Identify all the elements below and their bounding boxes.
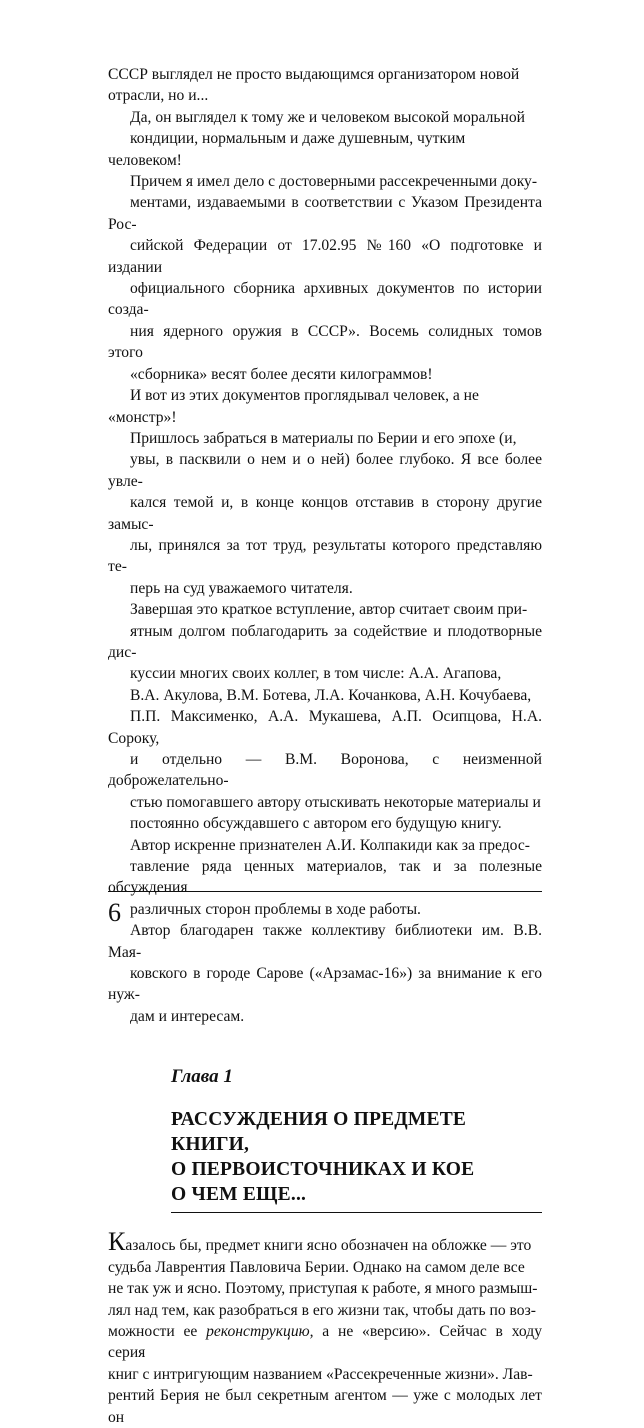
paragraph xyxy=(108,835,542,921)
text-line: книг с интригующим названием «Рассекреченные жизни». Лав- xyxy=(108,1365,533,1383)
text-fragment: можности ее xyxy=(108,1322,207,1340)
intro-text xyxy=(108,64,542,1027)
chapter-title xyxy=(171,1107,542,1207)
chapter-title-line: О ЧЕМ ЕЩЕ... xyxy=(171,1184,307,1206)
chapter-title-line: РАССУЖДЕНИЯ О ПРЕДМЕТЕ КНИГИ, xyxy=(171,1109,467,1156)
text-line: СССР выглядел не просто выдающимся организатором новой xyxy=(108,66,520,83)
text-line: Причем я имел дело с достоверными рассекреченными доку- xyxy=(130,173,538,191)
text-line: ментами, издаваемыми в соответствии с Указом Президента Рос- xyxy=(108,194,542,233)
text-line: тавление ряда ценных материалов, так и за полезные обсуждения xyxy=(108,858,542,897)
paragraph xyxy=(108,599,542,834)
text-line: В.А. Акулова, В.М. Ботева, Л.А. Кочанкова, А.Н. Кочубаева, xyxy=(130,686,532,704)
text-line: официального сборника архивных документов по истории созда- xyxy=(108,280,542,319)
text-line: кался темой и, в конце концов отставив в сторону другие замыс- xyxy=(108,494,542,533)
text-line: рентий Берия не был секретным агентом — уже с молодых лет он xyxy=(108,1387,542,1426)
chapter-label: Глава 1 xyxy=(171,1066,233,1088)
text-line: судьба Лаврентия Павловича Берии. Однако на самом деле все xyxy=(108,1258,525,1276)
paragraph xyxy=(108,107,542,171)
text-line: перь на суд уважаемого читателя. xyxy=(130,579,353,597)
page-body xyxy=(108,64,542,1428)
paragraph xyxy=(108,64,542,107)
chapter-title-line: О ПЕРВОИСТОЧНИКАХ И КОЕ xyxy=(171,1159,475,1181)
text-line: и отдельно — В.М. Воронова, с неизменной доброжелательно- xyxy=(108,751,542,790)
paragraph xyxy=(108,920,542,1027)
text-line: кондиции, нормальным и даже душевным, чутким человеком! xyxy=(108,130,466,169)
text-line: сийской Федерации от 17.02.95 №160 «О подготовке и издании xyxy=(108,237,542,276)
text-line: лял над тем, как разобраться в его жизни так, чтобы дать по воз- xyxy=(108,1301,536,1319)
text-line xyxy=(108,1321,542,1364)
text-line: ковского в городе Сарове («Арзамас-16») за внимание к его нуж- xyxy=(108,965,542,1004)
text-line: отрасли, но и... xyxy=(108,87,209,105)
footer-rule xyxy=(108,891,542,892)
text-line: Автор искренне признателен А.И. Колпакиди как за предос- xyxy=(130,836,530,854)
chapter-title-rule xyxy=(171,1212,542,1213)
text-line: И вот из этих документов проглядывал человек, а не «монстр»! xyxy=(108,387,479,426)
chapter-opening-paragraph xyxy=(108,1227,542,1428)
text-line: ния ядерного оружия в СССР». Восемь солидных томов этого xyxy=(108,322,542,362)
text-line: ятным долгом поблагодарить за содействие и плодотворные дис- xyxy=(108,622,542,661)
text-line: не так уж и ясно. Поэтому, приступая к работе, я много размыш- xyxy=(108,1280,538,1298)
page-number: 6 xyxy=(108,898,121,927)
italic-emphasis: реконструкцию, xyxy=(206,1322,314,1340)
text-line: Завершая это краткое вступление, автор считает своим при- xyxy=(130,601,528,619)
paragraph xyxy=(108,428,542,599)
text-fragment: а не «версию». Сейчас в ходу серия xyxy=(108,1322,542,1362)
text-line: постоянно обсуждавшего с автором его будущую книгу. xyxy=(130,815,502,833)
paragraph xyxy=(108,385,542,428)
text-line: куссии многих своих коллег, в том числе: А.А. Агапова, xyxy=(130,665,502,683)
drop-cap: К xyxy=(108,1227,126,1257)
text-line xyxy=(108,1227,542,1257)
paragraph xyxy=(108,171,542,385)
text-line: П.П. Максименко, А.А. Мукашева, А.П. Осипцова, Н.А. Сороку, xyxy=(108,708,542,747)
text-line: различных сторон проблемы в ходе работы. xyxy=(130,900,421,918)
text-line: Пришлось забраться в материалы по Берии и его эпохе (и, xyxy=(130,429,517,447)
text-line: увы, в пасквили о нем и о ней) более глубоко. Я все более увле- xyxy=(108,451,542,490)
text-line: лы, принялся за тот труд, результаты которого представляю те- xyxy=(108,536,542,576)
text-line: Автор благодарен также коллективу библиотеки им. В.В. Мая- xyxy=(108,922,542,961)
text-line: «сборника» весят более десяти килограммов! xyxy=(130,365,433,383)
text-line: Да, он выглядел к тому же и человеком высокой моральной xyxy=(130,108,525,126)
text-line: стью помогавшего автору отыскивать некоторые материалы и xyxy=(130,793,541,811)
text-line: дам и интересам. xyxy=(130,1007,245,1025)
text-fragment: азалось бы, предмет книги ясно обозначен на обложке — это xyxy=(125,1237,532,1255)
